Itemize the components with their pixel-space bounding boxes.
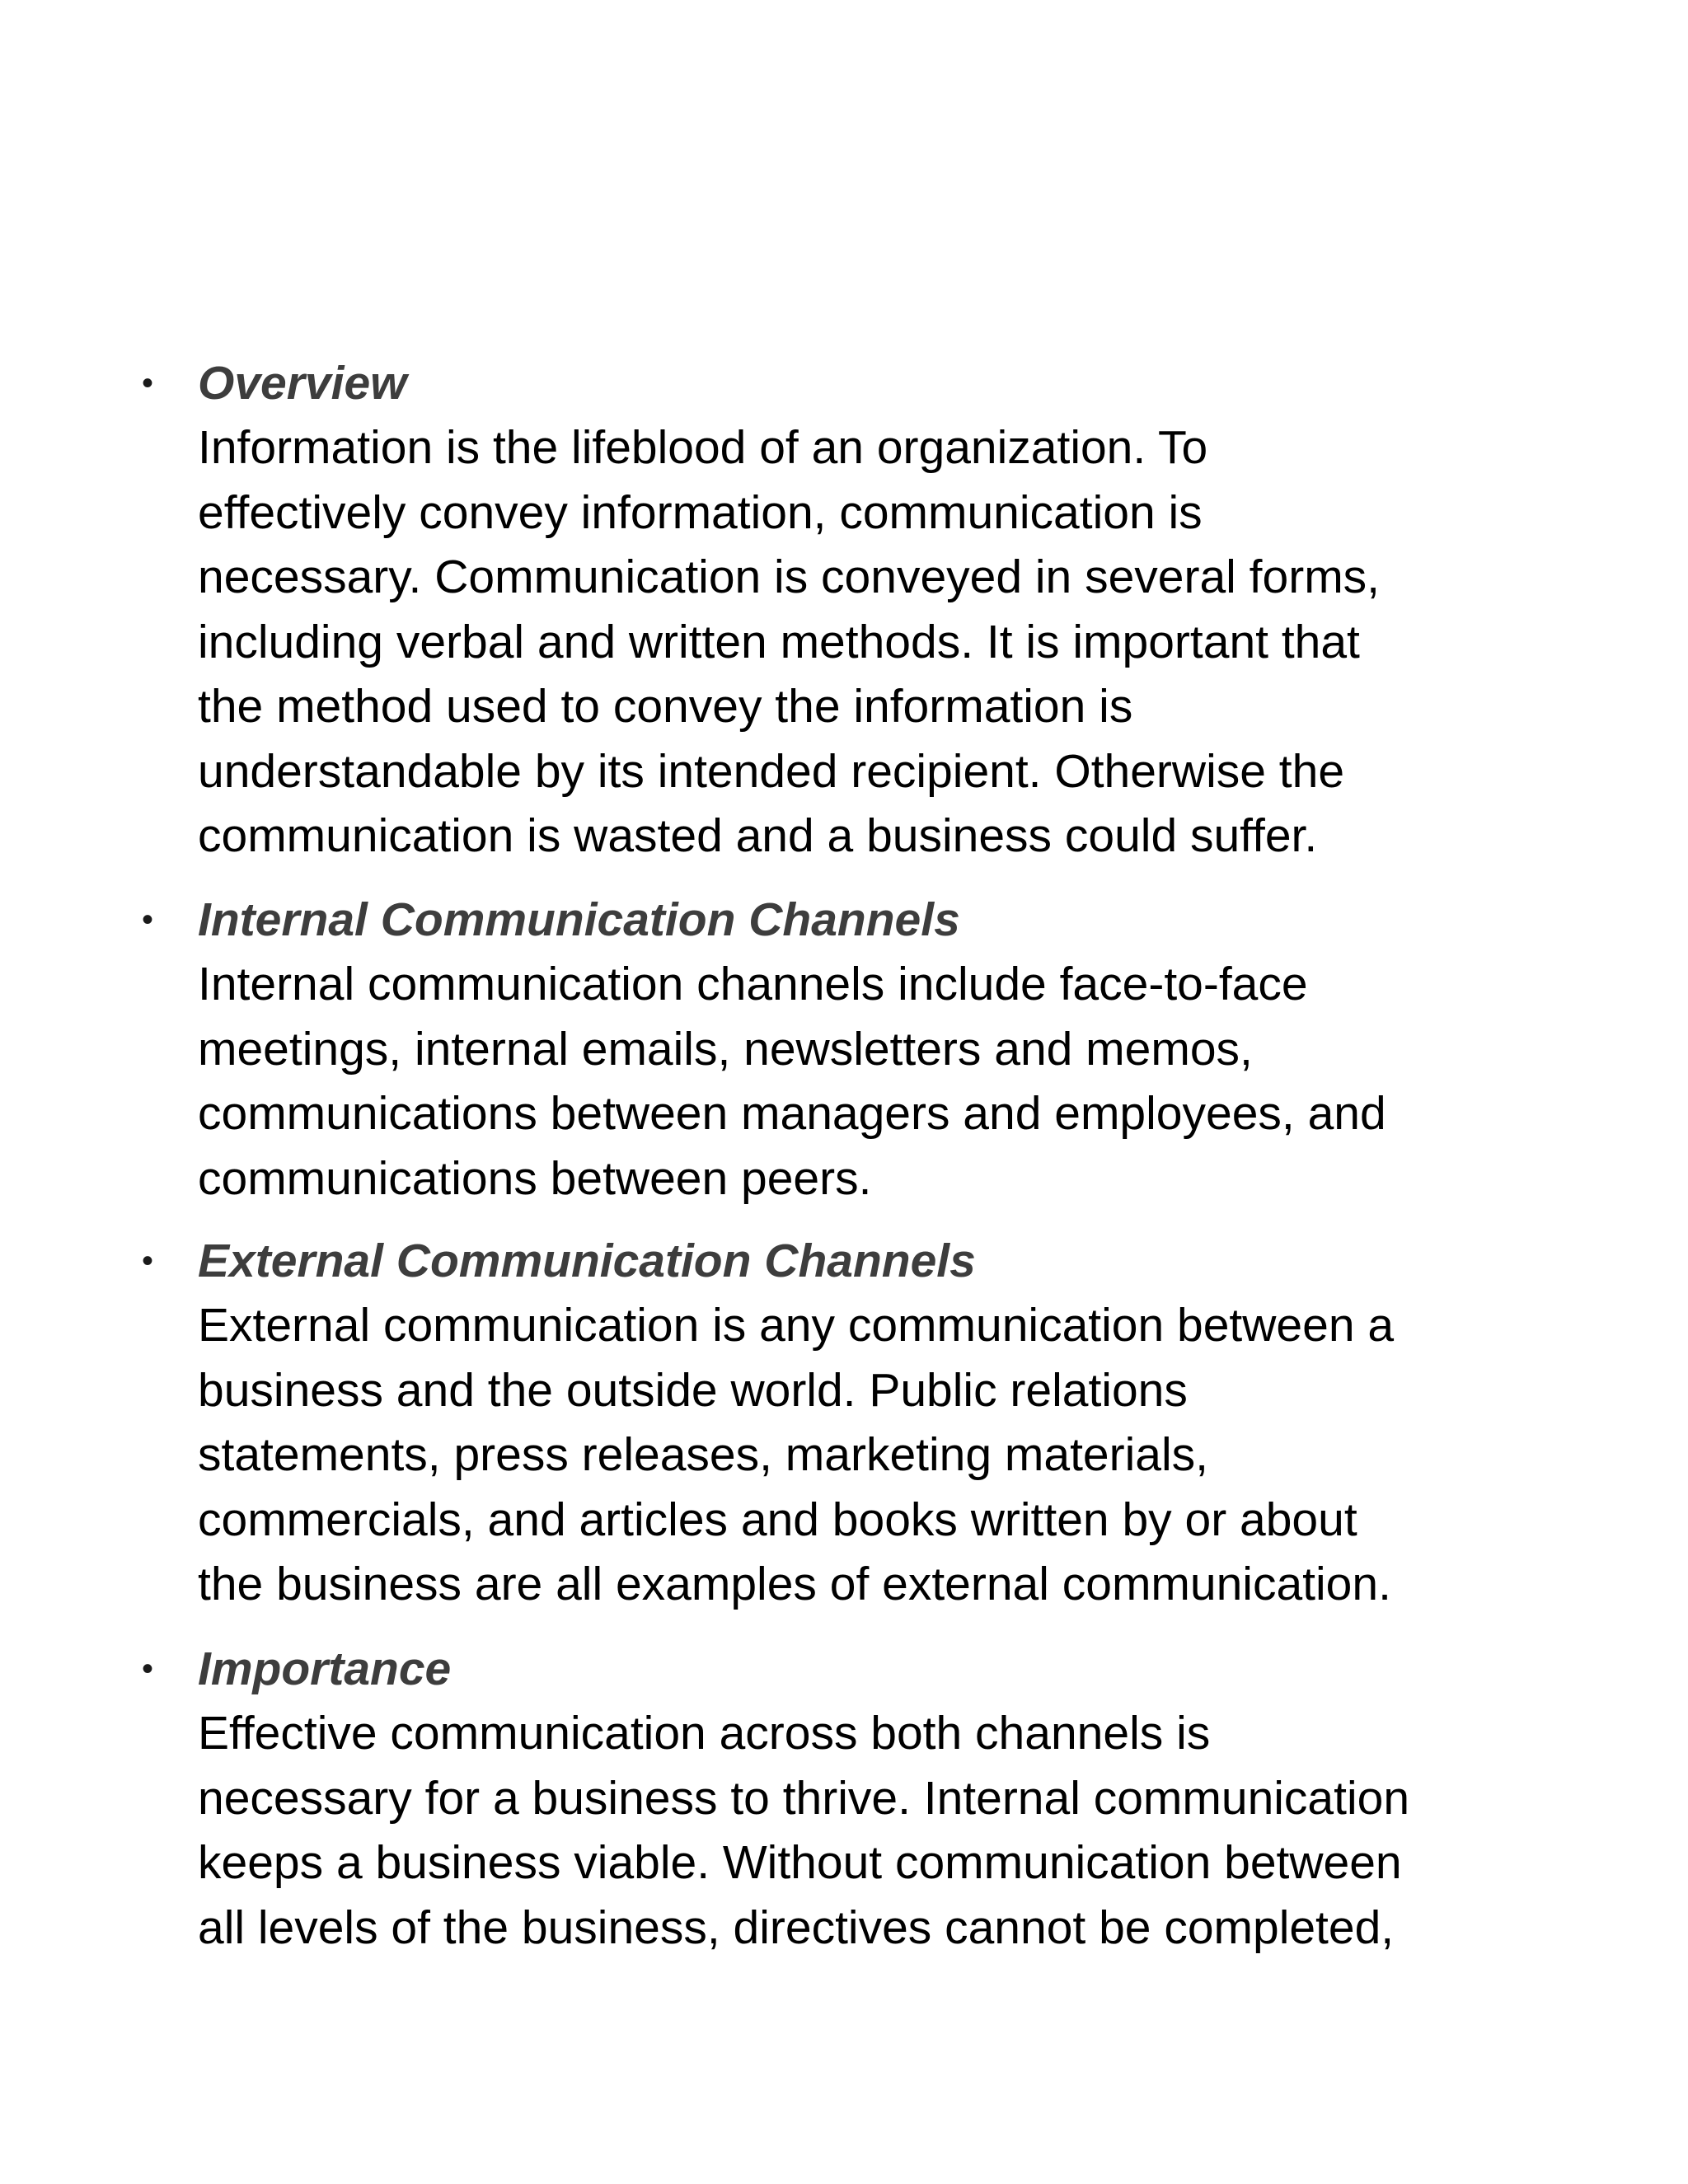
- paragraph-line: keeps a business viable. Without communication between: [198, 1836, 1402, 1889]
- section-heading: Importance: [198, 1643, 452, 1695]
- paragraph-line: the business are all examples of external communication.: [198, 1558, 1391, 1610]
- bullet-icon: •: [142, 1243, 154, 1279]
- paragraph-line: Information is the lifeblood of an organization. To: [198, 421, 1208, 474]
- paragraph-line: Effective communication across both channels is: [198, 1707, 1211, 1760]
- section-heading: Internal Communication Channels: [198, 893, 960, 946]
- paragraph-line: effectively convey information, communication is: [198, 486, 1203, 539]
- paragraph-line: the method used to convey the information is: [198, 680, 1133, 733]
- paragraph-line: communications between managers and employees, and: [198, 1087, 1386, 1140]
- paragraph-line: necessary for a business to thrive. Internal communication: [198, 1772, 1410, 1825]
- paragraph-line: statements, press releases, marketing materials,: [198, 1428, 1208, 1481]
- bullet-icon: •: [142, 365, 154, 401]
- paragraph-line: commercials, and articles and books written by or about: [198, 1493, 1357, 1546]
- paragraph-line: communications between peers.: [198, 1152, 872, 1205]
- bullet-icon: •: [142, 902, 154, 938]
- paragraph-line: meetings, internal emails, newsletters and memos,: [198, 1023, 1253, 1076]
- paragraph-line: business and the outside world. Public relations: [198, 1364, 1188, 1417]
- paragraph-line: all levels of the business, directives cannot be completed,: [198, 1901, 1395, 1954]
- section-heading: External Communication Channels: [198, 1235, 976, 1287]
- paragraph-line: including verbal and written methods. It is important that: [198, 616, 1360, 668]
- paragraph-line: communication is wasted and a business could suffer.: [198, 809, 1318, 862]
- paragraph-line: Internal communication channels include face-to-face: [198, 958, 1308, 1010]
- paragraph-line: necessary. Communication is conveyed in several forms,: [198, 551, 1381, 603]
- paragraph-line: External communication is any communication between a: [198, 1299, 1395, 1352]
- section-heading: Overview: [198, 357, 407, 410]
- bullet-icon: •: [142, 1651, 154, 1687]
- paragraph-line: understandable by its intended recipient. Otherwise the: [198, 745, 1345, 798]
